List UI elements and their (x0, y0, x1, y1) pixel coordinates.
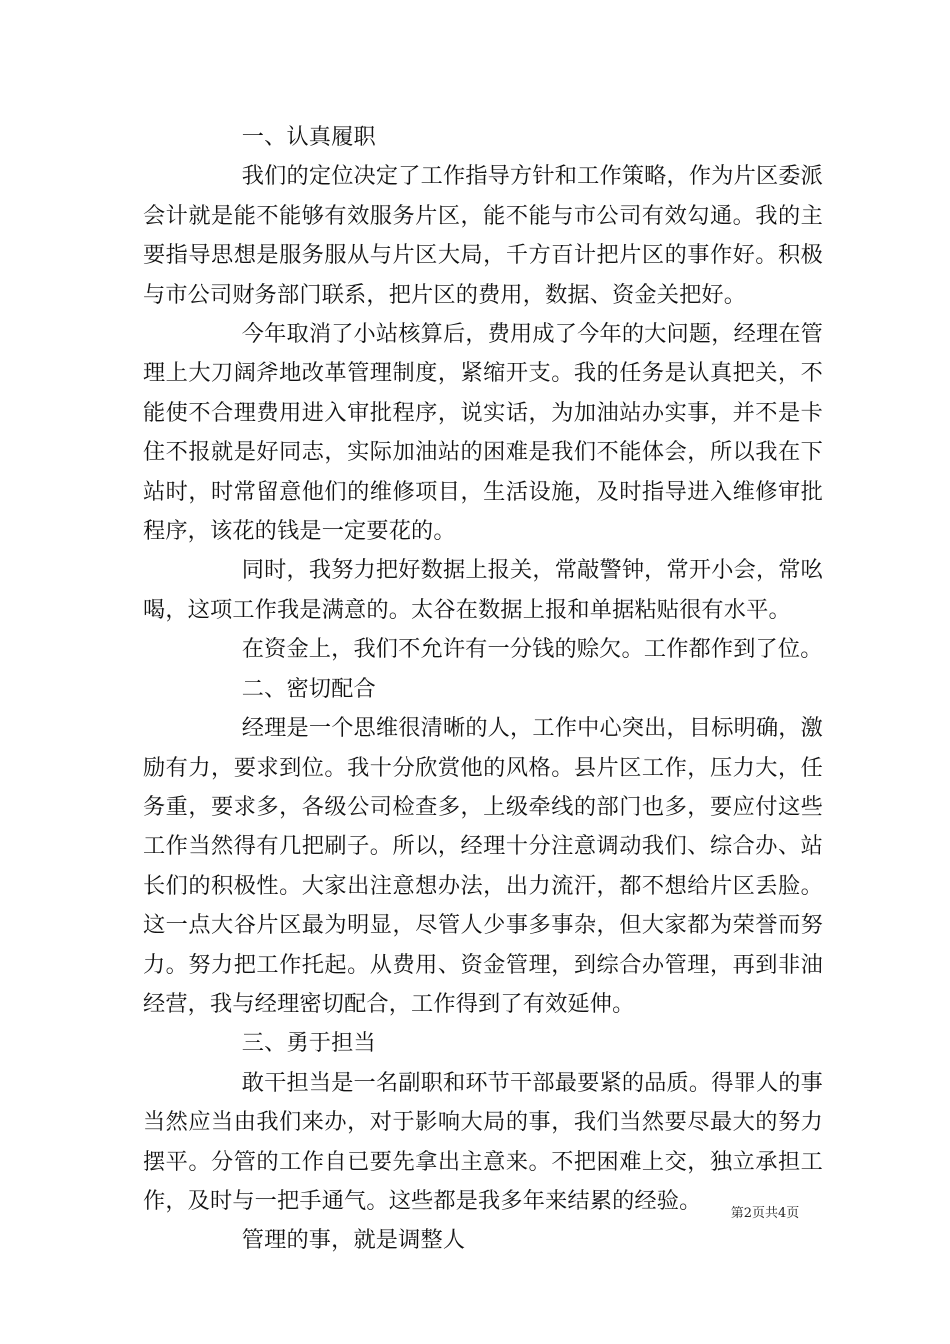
paragraph-2: 今年取消了小站核算后，费用成了今年的大问题，经理在管理上大刀阔斧地改革管理制度，紧缩开支。我的任务是认真把关，不能使不合理费用进入审批程序，说实话，为加油站办实事，并不是卡住不报就是好同志，实际加油站的困难是我们不能体会，所以我在下站时，时常留意他们的维修项目，生活设施，及时指导进入维修审批程序，该花的钱是一定要花的。 (143, 321, 823, 545)
page-number: 第2页共4页 (730, 1206, 800, 1221)
section-heading-1: 一、认真履职 (241, 124, 376, 150)
paragraph-1: 我们的定位决定了工作指导方针和工作策略，作为片区委派会计就是能不能够有效服务片区，能不能与市公司有效勾通。我的主要指导思想是服务服从与片区大局，千方百计把片区的事作好。积极与市公司财务部门联系，把片区的费用，数据、资金关把好。 (143, 163, 823, 308)
paragraph-5: 经理是一个思维很清晰的人，工作中心突出，目标明确，激励有力，要求到位。我十分欣赏他的风格。县片区工作，压力大，任务重，要求多，各级公司检查多，上级牵线的部门也多，要应付这些工作当然得有几把刷子。所以，经理十分注意调动我们、综合办、站长们的积极性。大家出注意想办法，出力流汗，都不想给片区丢脸。这一点大谷片区最为明显，尽管人少事多事杂，但大家都为荣誉而努力。努力把工作托起。从费用、资金管理，到综合办管理，再到非油经营，我与经理密切配合，工作得到了有效延伸。 (143, 715, 823, 1017)
section-heading-2: 二、密切配合 (241, 675, 376, 702)
paragraph-7: 管理的事，就是调整人 (241, 1227, 466, 1254)
paragraph-3: 同时，我努力把好数据上报关，常敲警钟，常开小会，常吆喝，这项工作我是满意的。太谷在数据上报和单据粘贴很有水平。 (143, 557, 823, 623)
page-footer (0, 1202, 950, 1221)
paragraph-6: 敢干担当是一名副职和环节干部最要紧的品质。得罪人的事当然应当由我们来办，对于影响大局的事，我们当然要尽最大的努力摆平。分管的工作自已要先拿出主意来。不把困难上交，独立承担工作，及时与一把手通气。这些都是我多年来结累的经验。 (143, 1069, 823, 1214)
section-heading-3: 三、勇于担当 (241, 1030, 376, 1057)
paragraph-4: 在资金上，我们不允许有一分钱的赊欠。工作都作到了位。 (241, 636, 823, 663)
document-body (143, 118, 823, 1261)
